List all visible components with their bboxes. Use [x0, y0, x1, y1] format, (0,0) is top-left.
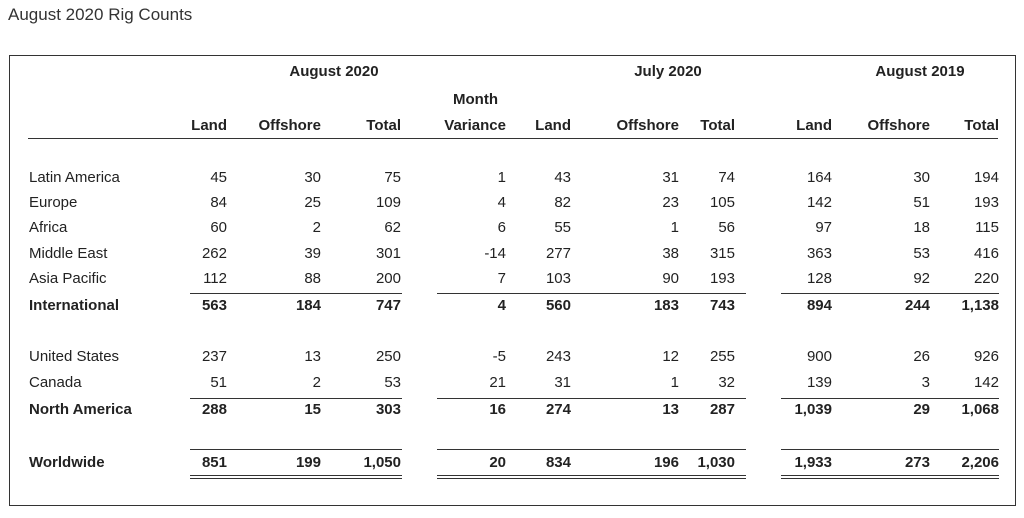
table-cell: 4: [497, 194, 506, 211]
subtotal-rule: [781, 398, 999, 399]
table-cell: 2: [312, 374, 321, 391]
table-cell: 142: [806, 194, 832, 211]
column-header: Land: [796, 117, 832, 134]
column-header: Total: [700, 117, 735, 134]
column-header: Total: [964, 117, 999, 134]
row-label: United States: [29, 348, 120, 365]
table-cell: 1,050: [363, 454, 401, 471]
table-cell: 38: [662, 245, 679, 262]
table-cell: 51: [913, 194, 930, 211]
table-cell: 109: [375, 194, 401, 211]
table-cell: 128: [806, 270, 832, 287]
table-cell: 16: [489, 401, 506, 418]
table-cell: 287: [709, 401, 735, 418]
table-cell: -5: [492, 348, 506, 365]
table-cell: 74: [718, 169, 735, 186]
table-cell: 894: [806, 297, 832, 314]
table-cell: 13: [662, 401, 679, 418]
table-cell: 4: [497, 297, 506, 314]
table-cell: 193: [973, 194, 999, 211]
subtotal-rule: [437, 293, 746, 294]
column-header: Total: [366, 117, 401, 134]
row-label: North America: [29, 401, 132, 418]
row-label: Middle East: [29, 245, 108, 262]
rig-count-table-frame: [9, 55, 1016, 506]
table-cell: 2,206: [961, 454, 999, 471]
column-header: Land: [191, 117, 227, 134]
column-header: Land: [535, 117, 571, 134]
row-label: Worldwide: [29, 454, 105, 471]
table-cell: 244: [904, 297, 930, 314]
table-cell: 62: [384, 219, 401, 236]
table-cell: 15: [304, 401, 321, 418]
table-cell: 32: [718, 374, 735, 391]
table-cell: 23: [662, 194, 679, 211]
table-cell: 1,933: [794, 454, 832, 471]
subtotal-rule: [190, 293, 402, 294]
table-cell: 315: [709, 245, 735, 262]
group-header-jul2020: July 2020: [634, 63, 702, 80]
table-cell: 13: [304, 348, 321, 365]
table-cell: 743: [709, 297, 735, 314]
column-header: Offshore: [258, 117, 321, 134]
table-cell: 183: [653, 297, 679, 314]
table-cell: 1,138: [961, 297, 999, 314]
table-cell: 184: [295, 297, 321, 314]
double-total-rule: [781, 475, 999, 479]
table-cell: 1,068: [961, 401, 999, 418]
table-cell: 277: [545, 245, 571, 262]
table-cell: 363: [806, 245, 832, 262]
table-cell: 20: [489, 454, 506, 471]
table-cell: 26: [913, 348, 930, 365]
table-cell: 105: [709, 194, 735, 211]
table-cell: 255: [709, 348, 735, 365]
table-cell: 103: [545, 270, 571, 287]
table-cell: 31: [662, 169, 679, 186]
table-cell: 55: [554, 219, 571, 236]
subtotal-rule: [190, 398, 402, 399]
table-cell: 250: [375, 348, 401, 365]
table-cell: 53: [384, 374, 401, 391]
table-cell: 273: [904, 454, 930, 471]
table-cell: 926: [973, 348, 999, 365]
table-cell: 29: [913, 401, 930, 418]
table-cell: 1,030: [697, 454, 735, 471]
table-cell: 199: [295, 454, 321, 471]
table-cell: 193: [709, 270, 735, 287]
table-cell: 39: [304, 245, 321, 262]
total-rule: [781, 449, 999, 450]
table-cell: 115: [975, 219, 999, 236]
table-cell: 288: [201, 401, 227, 418]
table-cell: 563: [201, 297, 227, 314]
table-cell: 43: [554, 169, 571, 186]
table-cell: 303: [375, 401, 401, 418]
table-cell: 747: [375, 297, 401, 314]
table-cell: 139: [806, 374, 832, 391]
page-title: August 2020 Rig Counts: [8, 5, 193, 24]
table-cell: 56: [718, 219, 735, 236]
table-cell: 1: [670, 374, 679, 391]
table-cell: 851: [201, 454, 227, 471]
table-cell: 1: [670, 219, 679, 236]
table-cell: 30: [304, 169, 321, 186]
table-cell: 194: [973, 169, 999, 186]
table-cell: 301: [375, 245, 401, 262]
column-header: Offshore: [867, 117, 930, 134]
table-cell: 82: [554, 194, 571, 211]
table-cell: 18: [913, 219, 930, 236]
table-cell: 25: [304, 194, 321, 211]
table-cell: 97: [815, 219, 832, 236]
table-cell: 30: [913, 169, 930, 186]
table-cell: -14: [484, 245, 506, 262]
table-cell: 88: [304, 270, 321, 287]
table-cell: 31: [554, 374, 571, 391]
table-cell: 12: [662, 348, 679, 365]
table-cell: 274: [545, 401, 571, 418]
table-cell: 6: [497, 219, 506, 236]
table-cell: 112: [203, 270, 227, 287]
table-cell: 1,039: [794, 401, 832, 418]
column-header: Variance: [444, 117, 506, 134]
header-rule: [28, 138, 998, 139]
table-cell: 560: [545, 297, 571, 314]
group-header-aug2019: August 2019: [875, 63, 965, 80]
table-cell: 2: [312, 219, 321, 236]
table-cell: 84: [210, 194, 227, 211]
column-header: Offshore: [616, 117, 679, 134]
group-header-aug2020: August 2020: [289, 63, 379, 80]
table-cell: 53: [913, 245, 930, 262]
row-label: Latin America: [29, 169, 120, 186]
subtotal-rule: [437, 398, 746, 399]
table-cell: 3: [921, 374, 930, 391]
table-cell: 200: [375, 270, 401, 287]
table-cell: 90: [662, 270, 679, 287]
table-cell: 21: [489, 374, 506, 391]
table-cell: 243: [545, 348, 571, 365]
table-cell: 1: [497, 169, 506, 186]
subtotal-rule: [781, 293, 999, 294]
total-rule: [190, 449, 402, 450]
table-cell: 164: [806, 169, 832, 186]
variance-header-top: Month: [453, 91, 498, 108]
table-cell: 51: [210, 374, 227, 391]
double-total-rule: [190, 475, 402, 479]
table-cell: 262: [201, 245, 227, 262]
table-cell: 220: [973, 270, 999, 287]
row-label: Asia Pacific: [29, 270, 107, 287]
row-label: Canada: [29, 374, 82, 391]
table-cell: 834: [545, 454, 571, 471]
table-cell: 416: [973, 245, 999, 262]
table-cell: 92: [913, 270, 930, 287]
total-rule: [437, 449, 746, 450]
table-cell: 142: [973, 374, 999, 391]
row-label: International: [29, 297, 120, 314]
table-cell: 237: [201, 348, 227, 365]
table-cell: 75: [384, 169, 401, 186]
table-cell: 60: [210, 219, 227, 236]
table-cell: 7: [497, 270, 506, 287]
table-cell: 196: [653, 454, 679, 471]
table-cell: 45: [210, 169, 227, 186]
table-cell: 900: [806, 348, 832, 365]
row-label: Europe: [29, 194, 78, 211]
row-label: Africa: [29, 219, 68, 236]
double-total-rule: [437, 475, 746, 479]
